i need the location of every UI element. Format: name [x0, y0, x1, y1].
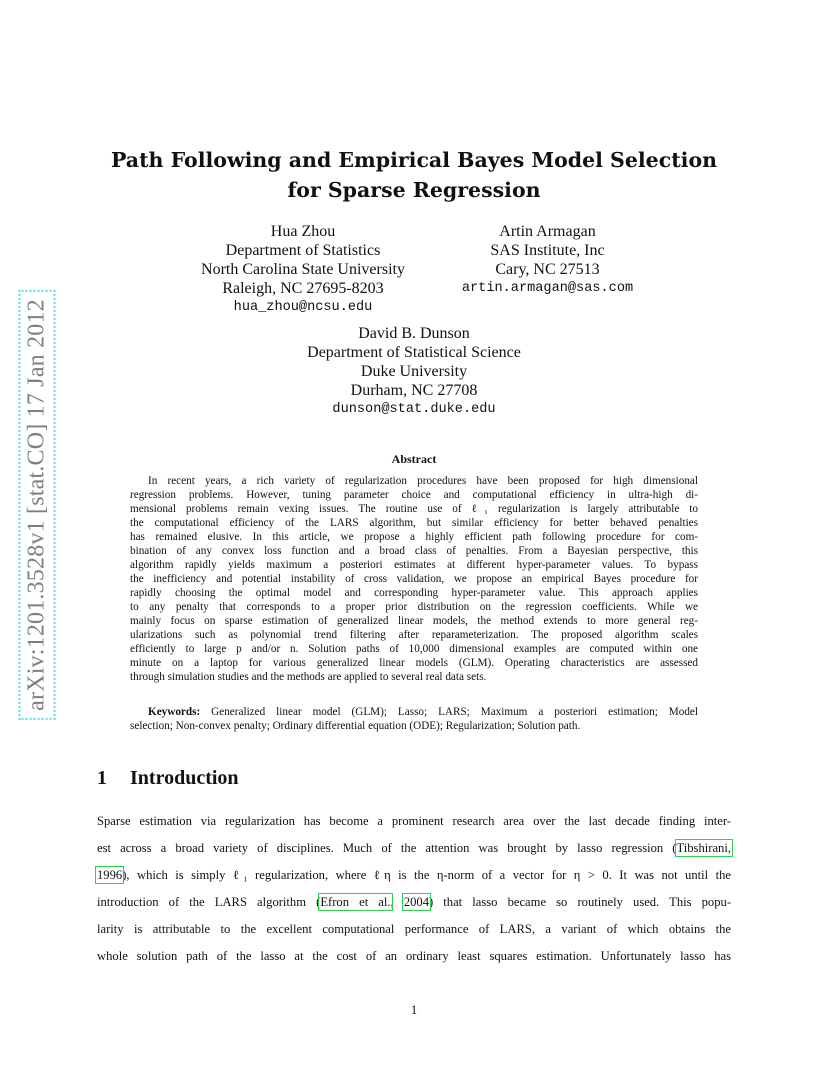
author-institution: North Carolina State University — [201, 261, 405, 278]
body-text: est across a broad variety of disciplines. Much of the attention was brought by lasso regression ( — [97, 841, 677, 855]
arxiv-stamp[interactable]: arXiv:1201.3528v1 [stat.CO] 17 Jan 2012 — [24, 295, 51, 715]
author-department: Department of Statistics — [225, 242, 381, 259]
abstract-line: mainly focus on sparse estimation of generalized linear models, the method extends to more general reg- — [130, 615, 698, 627]
abstract-heading: Abstract — [391, 452, 437, 466]
author-name: Hua Zhou — [270, 223, 336, 240]
author-email: dunson@stat.duke.edu — [332, 402, 496, 417]
author-block-dunson — [264, 324, 564, 419]
body-text: ), which is simply ℓ₁ regularization, where ℓη is the η-norm of a vector for η > 0. It was not until the — [122, 868, 731, 882]
author-block-armagan — [445, 222, 650, 298]
abstract-line: has remained elusive. In this article, we propose a highly efficient path following procedure for com- — [130, 531, 698, 543]
citation-tibshirani-link[interactable]: Tibshirani, — [676, 841, 731, 855]
body-text: introduction of the LARS algorithm ( — [97, 895, 321, 909]
author-address: Durham, NC 27708 — [350, 382, 478, 399]
author-institution: Duke University — [360, 363, 468, 380]
abstract-line: algorithm rapidly yields maximum a posteriori estimates at different hyper-parameter values. To bypass — [130, 559, 698, 571]
abstract-line: minute on a laptop for various generalized linear models (GLM). Operating characteristics are assessed — [130, 657, 698, 669]
author-block-zhou — [188, 222, 418, 317]
paper-title-line-2: for Sparse Regression — [287, 178, 541, 202]
body-line — [97, 840, 731, 856]
keywords-line-1 — [148, 705, 698, 719]
abstract-line: ularizations such as polynomial trend filtering after reparameterization. The proposed algorithm scales — [130, 629, 698, 641]
author-email: artin.armagan@sas.com — [461, 281, 634, 296]
body-line: larity is attributable to the excellent computational performance of LARS, a variant of which obtains the — [97, 922, 731, 936]
author-name: Artin Armagan — [499, 223, 596, 240]
body-text: , — [390, 895, 404, 909]
keywords-label: Keywords: — [148, 706, 201, 718]
keywords-line-2: selection; Non-convex penalty; Ordinary differential equation (ODE); Regularization; Solution path. — [130, 720, 581, 732]
citation-efron-year-link[interactable]: 2004 — [403, 895, 429, 909]
author-department: Department of Statistical Science — [307, 344, 521, 361]
abstract-line: the computational efficiency of the LARS algorithm, but similar efficiency for better behaved penalties — [130, 517, 698, 529]
keywords-text: Generalized linear model (GLM); Lasso; LARS; Maximum a posteriori estimation; Model — [211, 706, 698, 718]
abstract-line: regression problems. However, tuning parameter choice and computational efficiency in ultra-high di- — [130, 489, 698, 501]
section-heading-introduction — [97, 767, 239, 790]
abstract-line: rapidly choosing the optimal model and corresponding hyper-parameter value. This approach applies — [130, 587, 698, 599]
body-line: Sparse estimation via regularization has become a prominent research area over the last decade finding inter- — [97, 814, 731, 828]
abstract-line: In recent years, a rich variety of regularization procedures have been proposed for high dimensional — [148, 475, 698, 487]
author-email: hua_zhou@ncsu.edu — [233, 300, 373, 315]
body-line: whole solution path of the lasso at the cost of an ordinary least squares estimation. Unfortunately lasso has — [97, 949, 731, 963]
abstract-line: the inefficiency and potential instability of cross validation, we propose an empirical Bayes procedure for — [130, 573, 698, 585]
abstract-line: efficiently to large p and/or n. Solution paths of 10,000 dimensional examples are computed within one — [130, 643, 698, 655]
page-number: 1 — [410, 1003, 418, 1017]
abstract-line: through simulation studies and the methods are applied to several real data sets. — [130, 671, 487, 683]
citation-tibshirani-year-link[interactable]: 1996 — [97, 868, 123, 882]
author-institution: Cary, NC 27513 — [495, 261, 600, 278]
paper-title-line-1: Path Following and Empirical Bayes Model Selection — [110, 148, 718, 172]
section-number: 1 — [97, 767, 107, 789]
body-line — [97, 894, 731, 910]
abstract-line: to any penalty that corresponds to a proper prior distribution on the regression coefficients. While we — [130, 601, 698, 613]
citation-efron-link[interactable]: Efron et al. — [320, 895, 391, 909]
section-title: Introduction — [130, 767, 239, 789]
author-address: Raleigh, NC 27695-8203 — [222, 280, 384, 297]
author-department: SAS Institute, Inc — [490, 242, 605, 259]
body-text: ) that lasso became so routinely used. This popu- — [429, 895, 732, 909]
abstract-line: mensional problems remain vexing issues. The routine use of ℓ₁ regularization is largely attributable to — [130, 503, 698, 515]
body-line — [97, 867, 731, 883]
author-name: David B. Dunson — [358, 325, 470, 342]
abstract-line: bination of any convex loss function and a broad class of penalties. From a Bayesian perspective, this — [130, 545, 698, 557]
